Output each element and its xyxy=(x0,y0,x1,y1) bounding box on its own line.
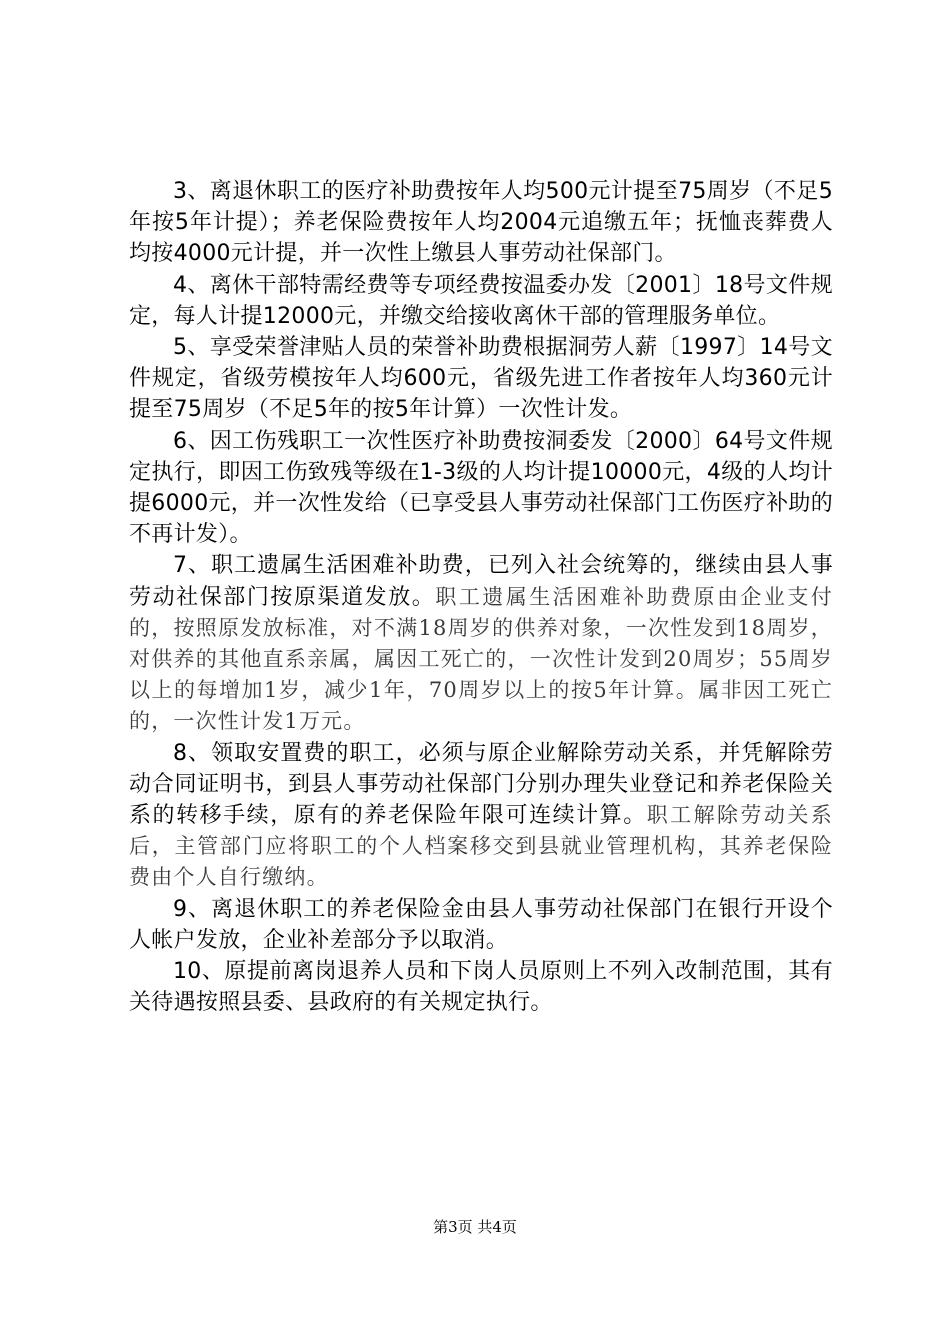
paragraph-item-4 xyxy=(129,270,833,332)
paragraph-item-3 xyxy=(129,176,833,270)
paragraph-text: 4、离休干部特需经费等专项经费按温委办发〔2001〕18号文件规定，每人计提12000元，并缴交给接收离休干部的管理服务单位。 xyxy=(129,272,833,329)
paragraph-text: 9、离退休职工的养老保险金由县人事劳动社保部门在银行开设个人帐户发放，企业补差部分予以取消。 xyxy=(129,896,833,953)
paragraph-supplement: 职工遗属生活困难补助费原由企业支付的，按照原发放标准，对不满18周岁的供养对象，一次性发到18周岁，对供养的其他直系亲属，属因工死亡的，一次性计发到20周岁；55周岁以上的每增加1岁，减少1年，70周岁以上的按5年计算。属非因工死亡的，一次性计发1万元。 xyxy=(129,584,833,734)
paragraph-item-9 xyxy=(129,894,833,956)
document-body xyxy=(129,176,833,1018)
paragraph-text: 6、因工伤残职工一次性医疗补助费按洞委发〔2000〕64号文件规定执行，即因工伤致残等级在1-3级的人均计提10000元，4级的人均计提6000元，并一次性发给（已享受县人事劳动社保部门工伤医疗补助的不再计发）。 xyxy=(129,428,833,548)
paragraph-item-8 xyxy=(129,738,833,894)
paragraph-item-7 xyxy=(129,550,833,737)
paragraph-text: 3、离退休职工的医疗补助费按年人均500元计提至75周岁（不足5年按5年计提）；养老保险费按年人均2004元追缴五年；抚恤丧葬费人均按4000元计提，并一次性上缴县人事劳动社保部门。 xyxy=(129,179,833,267)
paragraph-text: 5、享受荣誉津贴人员的荣誉补助费根据洞劳人薪〔1997〕14号文件规定，省级劳模按年人均600元，省级先进工作者按年人均360元计提至75周岁（不足5年的按5年计算）一次性计发。 xyxy=(129,335,833,423)
paragraph-item-6 xyxy=(129,426,833,551)
paragraph-text: 10、原提前离岗退养人员和下岗人员原则上不列入改制范围，其有关待遇按照县委、县政府的有关规定执行。 xyxy=(129,959,833,1016)
page-number-footer: 第3页 共4页 xyxy=(433,1218,517,1236)
paragraph-item-10 xyxy=(129,956,833,1018)
paragraph-supplement: 职工解除劳动关系后，主管部门应将职工的个人档案移交到县就业管理机构，其养老保险费由个人自行缴纳。 xyxy=(129,803,833,890)
paragraph-text: 8、领取安置费的职工，必须与原企业解除劳动关系，并凭解除劳动合同证明书，到县人事劳动社保部门分别办理失业登记和养老保险关系的转移手续，原有的养老保险年限可连续计算。 xyxy=(129,740,833,829)
paragraph-text: 7、职工遗属生活困难补助费，已列入社会统筹的，继续由县人事劳动社保部门按原渠道发放。 xyxy=(129,553,833,610)
paragraph-item-5 xyxy=(129,332,833,426)
